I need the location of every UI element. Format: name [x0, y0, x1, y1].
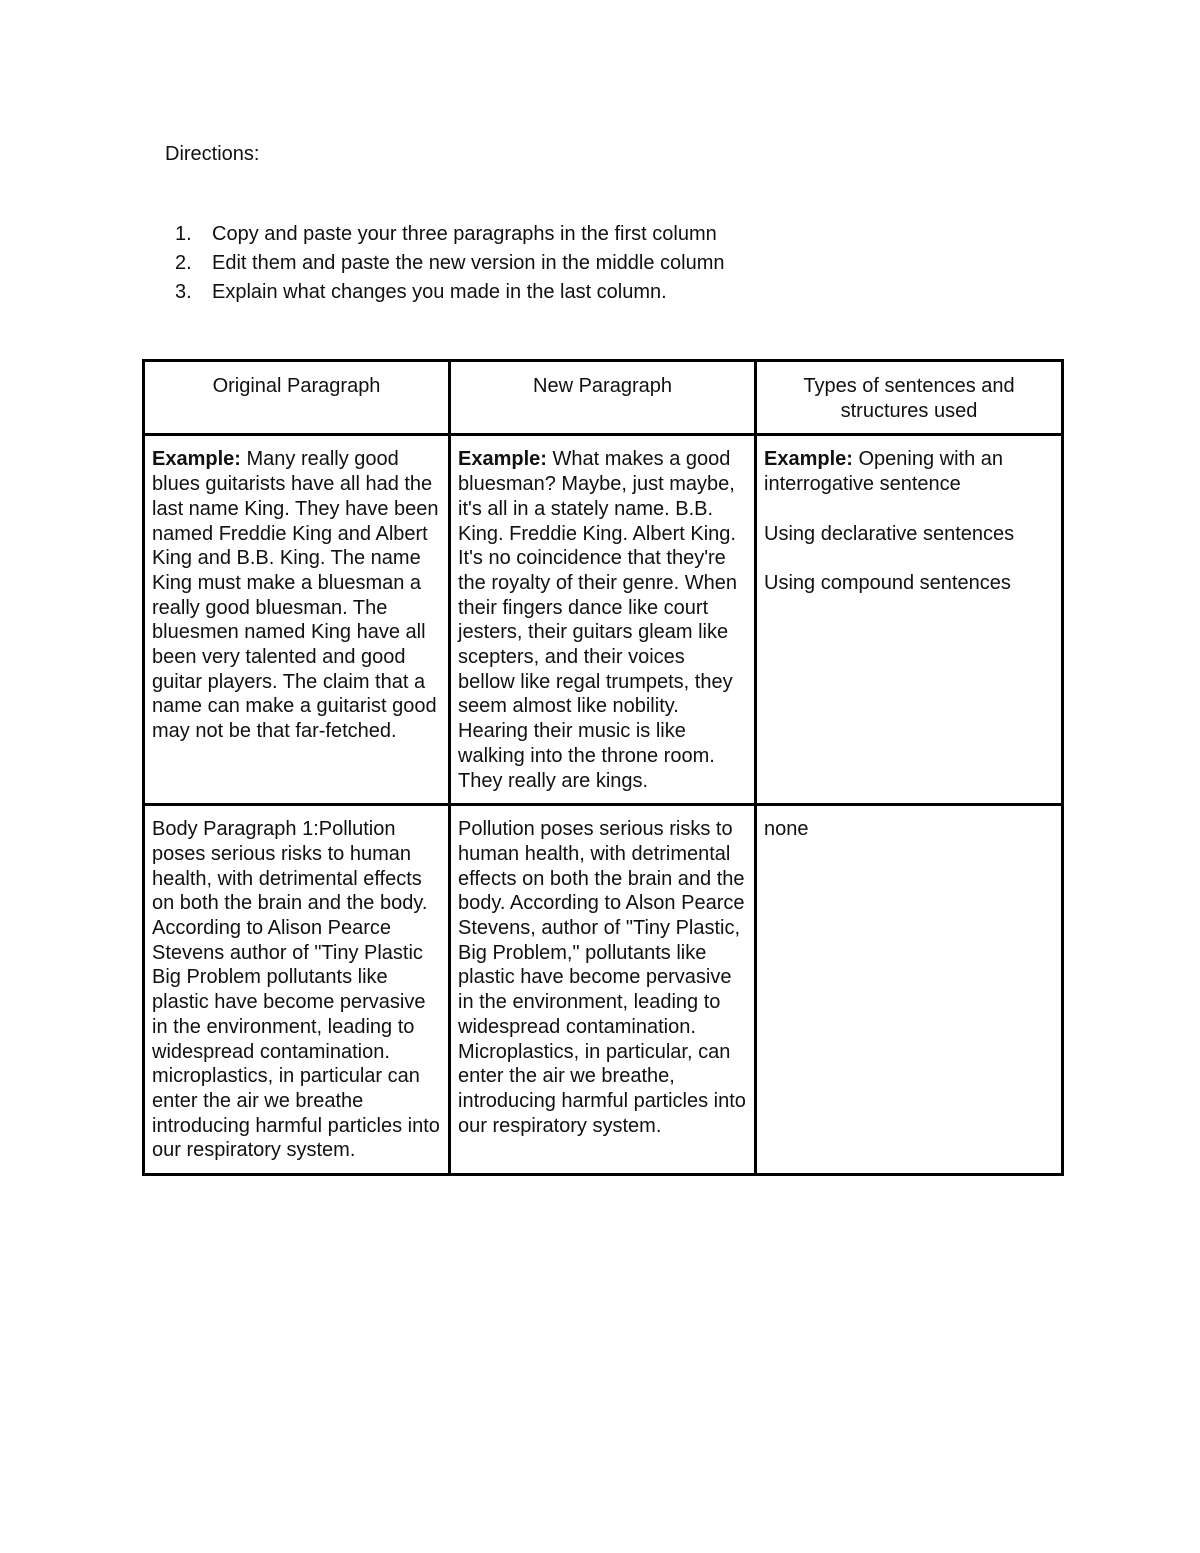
- types-second: Using declarative sentences: [764, 522, 1015, 545]
- example-label: Example:: [458, 448, 547, 471]
- table-header-row: [144, 361, 1063, 435]
- directions-list: [165, 222, 725, 309]
- example-label: Example:: [764, 448, 853, 471]
- step-text: Explain what changes you made in the last column.: [212, 281, 667, 303]
- types-line: [764, 447, 1054, 496]
- direction-step: [165, 280, 725, 309]
- example-label: Example:: [152, 448, 241, 471]
- example-new-text: What makes a good bluesman? Maybe, just maybe, it's all in a stately name. B.B. King. Freddie King. Albert King. It's no coincidence that they're the royalty of their genre. When their fingers dance like court jesters, their guitars gleam like scepters, and their voices bellow like regal trumpets, they seem almost like nobility. Hearing their music is like walking into the throne room. They really are kings.: [458, 448, 738, 792]
- body-original-text: Body Paragraph 1:Pollution poses serious risks to human health, with detrimental effects on both the brain and the body. According to Alison Pearce Stevens author of "Tiny Plastic Big Problem pollutants like plastic have become pervasive in the environment, leading to widespread contamination. microplastics, in particular can enter the air we breathe introducing harmful particles into our respiratory system.: [152, 818, 440, 1162]
- step-number: 3.: [175, 281, 192, 303]
- directions-heading: Directions:: [165, 143, 260, 165]
- example-row: [144, 435, 1063, 805]
- header-sentence-types: Types of sentences and structures used: [756, 361, 1063, 435]
- direction-step: [165, 251, 725, 280]
- example-new-cell[interactable]: [450, 435, 756, 805]
- body-types-text: none: [764, 818, 809, 841]
- header-original-paragraph: Original Paragraph: [144, 361, 450, 435]
- body-types-cell[interactable]: [756, 805, 1063, 1175]
- paragraph-revision-table: [142, 359, 1064, 1176]
- example-original-cell[interactable]: [144, 435, 450, 805]
- body-new-cell[interactable]: [450, 805, 756, 1175]
- direction-step: [165, 222, 725, 251]
- body-new-text: Pollution poses serious risks to human health, with detrimental effects on both the brain and the body. According to Alson Pearce Stevens, author of "Tiny Plastic, Big Problem," pollutants like plastic have become pervasive in the environment, leading to widespread contamination. Microplastics, in particular, can enter the air we breathe, introducing harmful particles into our respiratory system.: [458, 818, 746, 1137]
- types-first: Opening with an interrogative sentence: [764, 448, 1004, 496]
- types-third: Using compound sentences: [764, 571, 1011, 594]
- step-text: Edit them and paste the new version in the middle column: [212, 252, 725, 274]
- step-number: 2.: [175, 252, 192, 274]
- example-types-cell[interactable]: [756, 435, 1063, 805]
- body-paragraph-row: [144, 805, 1063, 1175]
- step-text: Copy and paste your three paragraphs in the first column: [212, 223, 717, 245]
- example-original-text: Many really good blues guitarists have all had the last name King. They have been named Freddie King and Albert King and B.B. King. The name King must make a bluesman a really good bluesman. The bluesmen named King have all been very talented and good guitar players. The claim that a name can make a guitarist good may not be that far-fetched.: [152, 448, 439, 743]
- step-number: 1.: [175, 223, 192, 245]
- body-original-cell[interactable]: [144, 805, 450, 1175]
- header-new-paragraph: New Paragraph: [450, 361, 756, 435]
